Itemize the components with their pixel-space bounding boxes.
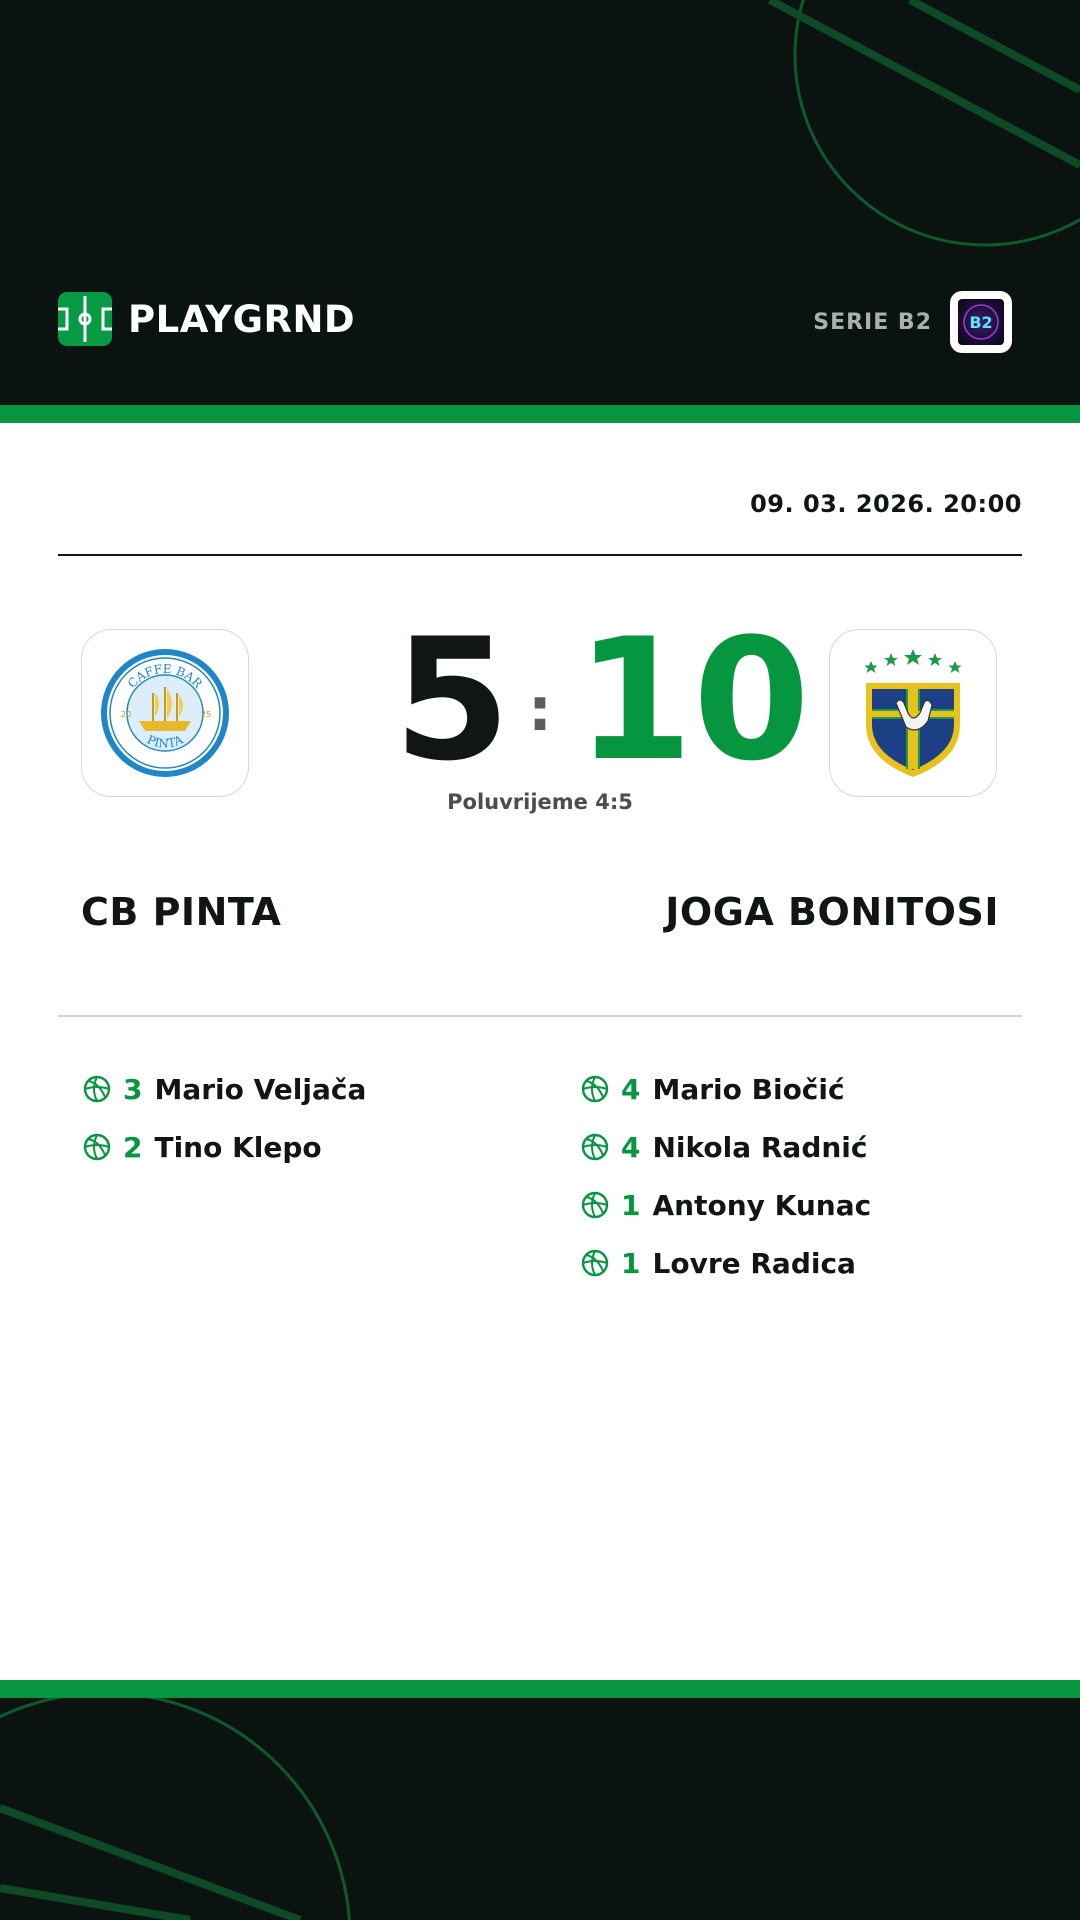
- accent-stripe-top: [0, 405, 1080, 423]
- away-score: 10: [576, 602, 810, 798]
- ball-icon: [83, 1133, 111, 1161]
- ball-icon: [581, 1133, 609, 1161]
- brand-name: PLAYGRND: [128, 297, 356, 341]
- list-item: [581, 1176, 871, 1234]
- caffe-bar-pinta-crest-icon: [99, 647, 231, 779]
- ball-icon: [83, 1075, 111, 1103]
- ball-icon: [581, 1249, 609, 1277]
- league-badge-icon: [958, 299, 1004, 345]
- scorer-goals: 1: [621, 1188, 641, 1222]
- scorer-name: Nikola Radnić: [652, 1130, 868, 1164]
- league-badge: [950, 291, 1012, 353]
- divider: [58, 554, 1022, 556]
- league-info: [813, 291, 1012, 353]
- home-team-logo: [81, 629, 249, 797]
- home-score: 5: [393, 602, 511, 798]
- ball-icon: [581, 1191, 609, 1219]
- divider: [58, 1015, 1022, 1017]
- scorer-name: Mario Veljača: [154, 1072, 367, 1106]
- pitch-icon: [58, 292, 112, 346]
- league-name: SERIE B2: [813, 309, 932, 335]
- scorer-goals: 2: [123, 1130, 143, 1164]
- scorer-name: Antony Kunac: [652, 1188, 872, 1222]
- scorer-name: Lovre Radica: [652, 1246, 856, 1280]
- list-item: [581, 1234, 871, 1292]
- halftime-score: Poluvrijeme 4:5: [447, 790, 633, 814]
- brand: [58, 291, 355, 347]
- ball-icon: [581, 1075, 609, 1103]
- crest-text-top: CAFFE BAR: [124, 661, 206, 691]
- away-team-logo: [829, 629, 997, 797]
- home-scorers-list: [83, 1060, 366, 1176]
- crest-year-right: 25: [201, 710, 212, 719]
- list-item: [581, 1118, 871, 1176]
- score-separator: :: [528, 675, 552, 745]
- list-item: [83, 1118, 366, 1176]
- footer-banner: [0, 1698, 1080, 1920]
- league-badge-text: B2: [969, 313, 993, 332]
- crest-year-left: 20: [121, 710, 132, 719]
- crest-text-bottom: PINTA: [144, 732, 186, 751]
- accent-stripe-bottom: [0, 1680, 1080, 1698]
- scorer-name: Tino Klepo: [154, 1130, 322, 1164]
- scorer-goals: 4: [621, 1130, 641, 1164]
- header-banner: [0, 0, 1080, 405]
- list-item: [581, 1060, 871, 1118]
- scorer-goals: 3: [123, 1072, 143, 1106]
- scorer-goals: 4: [621, 1072, 641, 1106]
- pitch-lines-decoration: [0, 1698, 1080, 1920]
- home-team-name: CB PINTA: [81, 890, 282, 934]
- scorer-goals: 1: [621, 1246, 641, 1280]
- scorer-name: Mario Biočić: [652, 1072, 845, 1106]
- match-datetime: 09. 03. 2026. 20:00: [750, 490, 1022, 518]
- away-team-name: JOGA BONITOSI: [665, 890, 999, 934]
- list-item: [83, 1060, 366, 1118]
- brazil-crest-icon: [858, 647, 968, 779]
- away-scorers-list: [581, 1060, 871, 1292]
